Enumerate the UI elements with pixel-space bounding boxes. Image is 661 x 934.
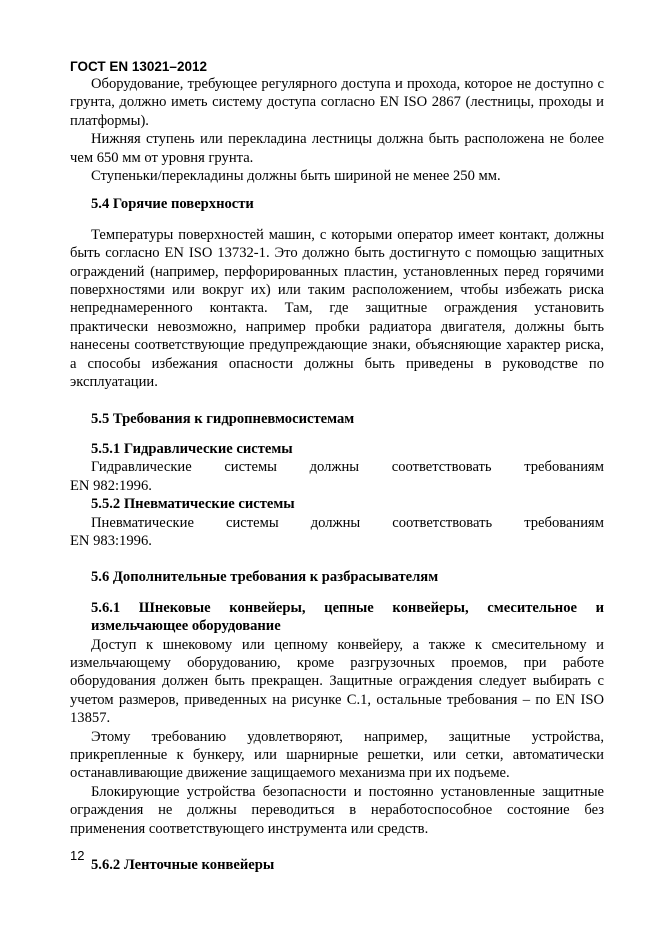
heading-5-6-1: 5.6.1 Шнековые конвейеры, цепные конвейеры, смесительное и измельчающее оборудование	[91, 599, 604, 635]
paragraph-protective-devices: Этому требованию удовлетворяют, например, защитные устройства, прикрепленные к бункеру, или шарнирные решетки, или сетки, автоматически останавливающие движение защищаемого механизма при их подъеме.	[70, 728, 604, 782]
document-page	[70, 58, 604, 874]
paragraph-conveyor-access: Доступ к шнековому или цепному конвейеру, а также к смесительному и измельчающему оборудованию, кроме разгрузочных проемов, при работе оборудования должен быть прекращен. Защитные ограждения следует выбирать с учетом размеров, приведенных на рисунке С.1, остальные требования – по EN ISO 13857.	[70, 636, 604, 727]
paragraph-bottom-step: Нижняя ступень или перекладина лестницы должна быть расположена не более чем 650 мм от уровня грунта.	[70, 131, 604, 166]
heading-5-4: 5.4 Горячие поверхности	[91, 196, 254, 213]
heading-5-5-1: 5.5.1 Гидравлические системы	[91, 440, 293, 457]
page-number: 12	[70, 848, 85, 863]
heading-5-6: 5.6 Дополнительные требования к разбрасывателям	[91, 569, 439, 586]
paragraph-interlocking-devices: Блокирующие устройства безопасности и постоянно установленные защитные ограждения не должны переводиться в неработоспособное состояние без применения соответствующего инструмента или средств.	[70, 783, 604, 837]
paragraph-hot-surfaces: Температуры поверхностей машин, с которыми оператор имеет контакт, должны быть согласно EN ISO 13732-1. Это должно быть достигнуто с помощью защитных ограждений (например, перфорированных пластин, установленных перед горячими поверхностями или вокруг их) или таким расположением, чтобы избежать риска непреднамеренного контакта. Там, где защитные ограждения установить практически невозможно, например пробки радиатора двигателя, должны быть нанесены соответствующие предупреждающие знаки, объясняющие характер риска, а способы избежания опасности должны быть приведены в руководстве по эксплуатации.	[70, 226, 604, 391]
paragraph-pneumatic-standard: EN 983:1996.	[70, 532, 152, 549]
heading-5-5-2: 5.5.2 Пневматические системы	[91, 496, 295, 513]
document-code: ГОСТ EN 13021–2012	[70, 59, 207, 74]
paragraph-access-system: Оборудование, требующее регулярного доступа и прохода, которое не доступно с грунта, должно иметь систему доступа согласно EN ISO 2867 (лестницы, проходы и платформы).	[70, 76, 604, 129]
paragraph-pneumatic-systems: Пневматические системы должны соответствовать требованиям	[91, 514, 604, 531]
paragraph-hydraulic-standard: EN 982:1996.	[70, 477, 152, 494]
paragraph-step-width: Ступеньки/перекладины должны быть шириной не менее 250 мм.	[91, 168, 501, 185]
heading-5-6-2: 5.6.2 Ленточные конвейеры	[91, 857, 275, 874]
heading-5-5: 5.5 Требования к гидропневмосистемам	[91, 410, 355, 427]
paragraph-hydraulic-systems: Гидравлические системы должны соответствовать требованиям	[91, 459, 604, 476]
